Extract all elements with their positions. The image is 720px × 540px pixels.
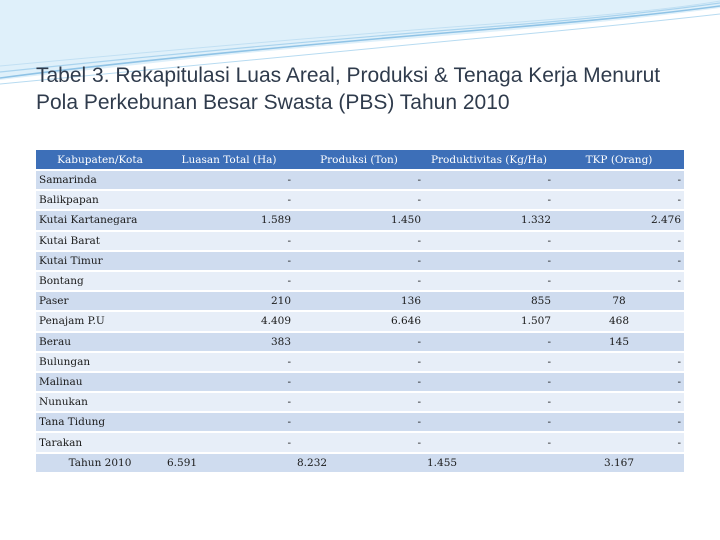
slide-title: Tabel 3. Rekapitulasi Luas Areal, Produksi & Tenaga Kerja Menurut Pola Perkebunan Besar Swasta (PBS) Tahun 2010 xyxy=(36,64,661,114)
row-luasan: 1.589 xyxy=(164,211,294,231)
row-produksi: - xyxy=(294,232,424,252)
row-name: Samarinda xyxy=(36,171,164,191)
row-tkp: - xyxy=(554,232,684,252)
table-row xyxy=(36,393,684,413)
table-row xyxy=(36,191,684,211)
total-produksi: 8.232 xyxy=(294,454,424,474)
row-tkp: - xyxy=(554,171,684,191)
row-produksi: - xyxy=(294,272,424,292)
table-row xyxy=(36,252,684,272)
row-produktivitas: 1.332 xyxy=(424,211,554,231)
row-name: Bontang xyxy=(36,272,164,292)
row-tkp: - xyxy=(554,433,684,453)
table-row xyxy=(36,171,684,191)
table-row xyxy=(36,292,684,312)
row-name: Balikpapan xyxy=(36,191,164,211)
row-produktivitas: - xyxy=(424,252,554,272)
row-luasan: - xyxy=(164,252,294,272)
table-row xyxy=(36,232,684,252)
row-luasan: - xyxy=(164,393,294,413)
table-row xyxy=(36,413,684,433)
row-produksi: 6.646 xyxy=(294,312,424,332)
row-produktivitas: - xyxy=(424,393,554,413)
row-name: Berau xyxy=(36,333,164,353)
row-name: Bulungan xyxy=(36,353,164,373)
table-row xyxy=(36,312,684,332)
row-luasan: - xyxy=(164,171,294,191)
row-tkp: - xyxy=(554,252,684,272)
row-produksi: - xyxy=(294,333,424,353)
table-row xyxy=(36,353,684,373)
row-produksi: 1.450 xyxy=(294,211,424,231)
row-luasan: - xyxy=(164,353,294,373)
header-kabupaten: Kabupaten/Kota xyxy=(36,150,164,171)
row-produksi: - xyxy=(294,373,424,393)
row-name: Kutai Kartanegara xyxy=(36,211,164,231)
row-name: Kutai Timur xyxy=(36,252,164,272)
row-tkp: 145 xyxy=(554,333,684,353)
row-produktivitas: - xyxy=(424,353,554,373)
row-produktivitas: - xyxy=(424,333,554,353)
row-produktivitas: - xyxy=(424,171,554,191)
row-tkp: - xyxy=(554,191,684,211)
row-produksi: - xyxy=(294,413,424,433)
total-luasan: 6.591 xyxy=(164,454,294,474)
row-tkp: 78 xyxy=(554,292,684,312)
table-header-row xyxy=(36,150,684,171)
row-luasan: - xyxy=(164,232,294,252)
row-tkp: 468 xyxy=(554,312,684,332)
pbs-summary-table xyxy=(36,150,684,474)
row-luasan: - xyxy=(164,413,294,433)
row-name: Kutai Barat xyxy=(36,232,164,252)
row-produktivitas: - xyxy=(424,272,554,292)
row-produksi: - xyxy=(294,393,424,413)
total-name: Tahun 2010 xyxy=(36,454,164,474)
table-total-row xyxy=(36,454,684,474)
header-produktivitas: Produktivitas (Kg/Ha) xyxy=(424,150,554,171)
row-luasan: 210 xyxy=(164,292,294,312)
table-row xyxy=(36,272,684,292)
row-produktivitas: - xyxy=(424,433,554,453)
row-luasan: - xyxy=(164,373,294,393)
row-produksi: 136 xyxy=(294,292,424,312)
row-produksi: - xyxy=(294,353,424,373)
row-tkp: - xyxy=(554,272,684,292)
row-produktivitas: - xyxy=(424,373,554,393)
row-produksi: - xyxy=(294,171,424,191)
row-name: Paser xyxy=(36,292,164,312)
header-tkp: TKP (Orang) xyxy=(554,150,684,171)
table-row xyxy=(36,433,684,453)
row-produksi: - xyxy=(294,252,424,272)
row-luasan: 383 xyxy=(164,333,294,353)
row-tkp: 2.476 xyxy=(554,211,684,231)
row-produktivitas: - xyxy=(424,191,554,211)
total-produktivitas: 1.455 xyxy=(424,454,554,474)
row-name: Tana Tidung xyxy=(36,413,164,433)
row-name: Tarakan xyxy=(36,433,164,453)
total-tkp: 3.167 xyxy=(554,454,684,474)
row-luasan: - xyxy=(164,191,294,211)
header-produksi: Produksi (Ton) xyxy=(294,150,424,171)
row-produktivitas: 1.507 xyxy=(424,312,554,332)
row-luasan: - xyxy=(164,433,294,453)
row-tkp: - xyxy=(554,353,684,373)
row-produksi: - xyxy=(294,433,424,453)
table-row xyxy=(36,211,684,231)
header-luasan: Luasan Total (Ha) xyxy=(164,150,294,171)
row-tkp: - xyxy=(554,413,684,433)
row-name: Penajam P.U xyxy=(36,312,164,332)
row-produktivitas: 855 xyxy=(424,292,554,312)
row-name: Malinau xyxy=(36,373,164,393)
row-tkp: - xyxy=(554,393,684,413)
row-produktivitas: - xyxy=(424,232,554,252)
row-produktivitas: - xyxy=(424,413,554,433)
table-row xyxy=(36,333,684,353)
table-row xyxy=(36,373,684,393)
row-luasan: 4.409 xyxy=(164,312,294,332)
row-produksi: - xyxy=(294,191,424,211)
row-tkp: - xyxy=(554,373,684,393)
row-luasan: - xyxy=(164,272,294,292)
row-name: Nunukan xyxy=(36,393,164,413)
